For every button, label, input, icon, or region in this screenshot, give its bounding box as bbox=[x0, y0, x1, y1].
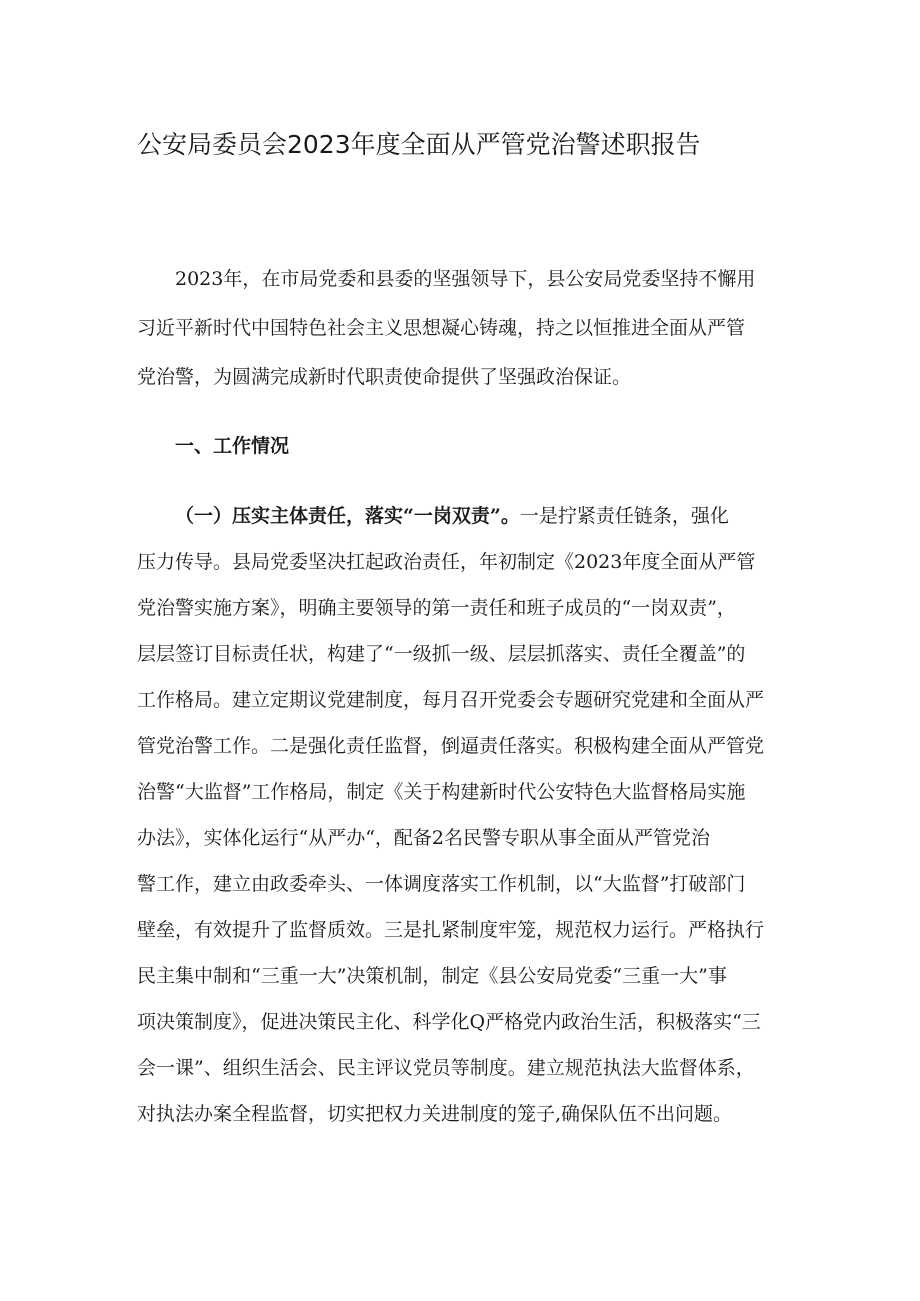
subsection-first-line-text: 一是拧紧责任链条，强化 bbox=[519, 505, 729, 527]
intro-line: 党治警，为圆满完成新时代职责使命提供了坚强政治保证。 bbox=[137, 366, 632, 388]
paragraph-line: 会一课”、组织生活会、民主评议党员等制度。建立规范执法大监督体系， bbox=[137, 1057, 755, 1079]
subsection-heading: （一）压实主体责任，落实“一岗双责”。 bbox=[175, 505, 520, 527]
paragraph-line: 办法》，实体化运行“从严办“，配备2名民警专职从事全面从严管党治 bbox=[137, 827, 711, 849]
paragraph-line: 民主集中制和“三重一大”决策机制，制定《县公安局党委“三重一大”事 bbox=[137, 965, 727, 987]
paragraph-line: 壁垒，有效提升了监督质效。三是扎紧制度牢笼，规范权力运行。严格执行 bbox=[137, 919, 765, 941]
intro-line: 2023年，在市局党委和县委的坚强领导下，县公安局党委坚持不懈用 bbox=[175, 268, 756, 290]
section-heading: 一、工作情况 bbox=[175, 435, 290, 457]
paragraph-line: 压力传导。县局党委坚决扛起政治责任，年初制定《2023年度全面从严管 bbox=[137, 551, 756, 573]
paragraph-line bbox=[175, 499, 795, 533]
paragraph-line: 工作格局。建立定期议党建制度，每月召开党委会专题研究党建和全面从严 bbox=[137, 689, 765, 711]
paragraph-line: 管党治警工作。二是强化责任监督，倒逼责任落实。积极构建全面从严管党 bbox=[137, 735, 765, 757]
paragraph-line: 层层签订目标责任状，构建了“一级抓一级、层层抓落实、责任全覆盖”的 bbox=[137, 643, 746, 665]
paragraph-line: 项决策制度》，促进决策民主化、科学化Q严格党内政治生活，积极落实“三 bbox=[137, 1011, 761, 1033]
paragraph-line: 对执法办案全程监督，切实把权力关进制度的笼子,确保队伍不出问题。 bbox=[137, 1103, 733, 1125]
paragraph-line: 党治警实施方案》，明确主要领导的第一责任和班子成员的“一岗双责”， bbox=[137, 597, 736, 619]
paragraph-line: 治警“大监督”工作格局，制定《关于构建新时代公安特色大监督格局实施 bbox=[137, 781, 746, 803]
intro-line: 习近平新时代中国特色社会主义思想凝心铸魂，持之以恒推进全面从严管 bbox=[137, 317, 746, 339]
paragraph-line: 警工作，建立由政委牵头、一体调度落实工作机制，以“大监督”打破部门 bbox=[137, 873, 746, 895]
document-title: 公安局委员会2023年度全面从严管党治警述职报告 bbox=[137, 130, 701, 159]
